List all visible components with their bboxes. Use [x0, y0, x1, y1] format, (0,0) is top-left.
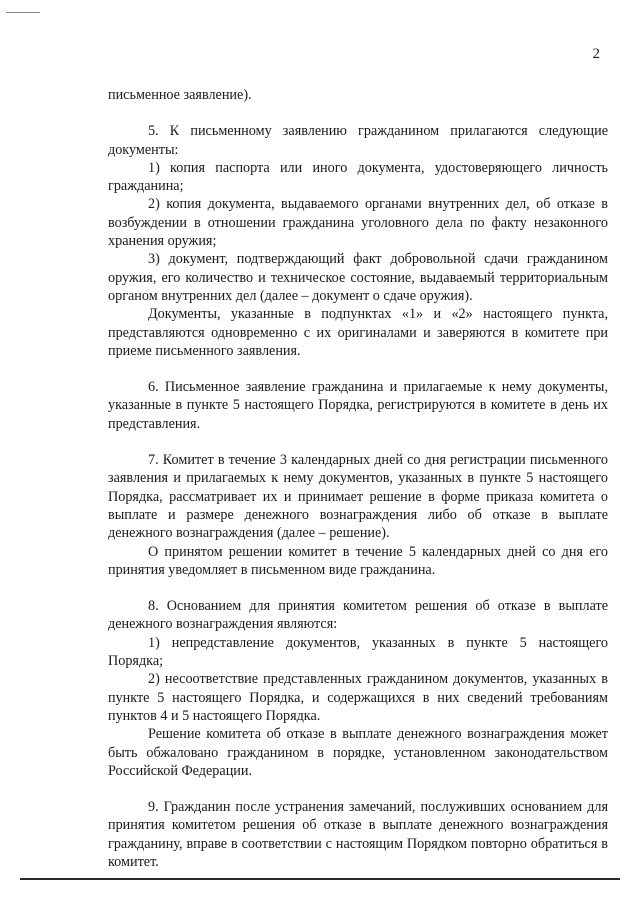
paragraph-gap: [108, 433, 608, 451]
paragraph: 9. Гражданин после устранения замечаний, послуживших основанием для принятия комитетом решения об отказе в выплате денежного вознаграждения гражданину, вправе в соответствии с настоящим Порядком повторно обратиться в комитет.: [108, 799, 608, 870]
paragraph: 2) копия документа, выдаваемого органами внутренних дел, об отказе в возбуждении в отношении гражданина уголовного дела по факту незаконного хранения оружия;: [108, 196, 608, 250]
document-body: [108, 86, 608, 871]
paragraph: О принятом решении комитет в течение 5 календарных дней со дня его принятия уведомляет в письменном виде гражданина.: [108, 543, 608, 578]
paragraph-gap: [108, 780, 608, 798]
paragraph: 5. К письменному заявлению гражданином прилагаются следующие документы:: [108, 123, 608, 158]
paragraph: 2) несоответствие представленных гражданином документов, указанных в пункте 5 настоящего Порядка, и содержащихся в них сведений требованиям пунктов 4 и 5 настоящего Порядка.: [108, 671, 608, 724]
paragraph-gap: [108, 579, 608, 597]
page-number: 2: [592, 46, 600, 62]
bottom-rule: [20, 878, 620, 880]
paragraph: 8. Основанием для принятия комитетом решения об отказе в выплате денежного вознаграждения являются:: [108, 598, 608, 633]
paragraph: Документы, указанные в подпунктах «1» и «2» настоящего пункта, представляются одновременно с их оригиналами и заверяются в комитете при приеме письменного заявления.: [108, 306, 608, 359]
paragraph: 6. Письменное заявление гражданина и прилагаемые к нему документы, указанные в пункте 5 настоящего Порядка, регистрируются в комитете в день их представления.: [108, 379, 608, 432]
paragraph: 7. Комитет в течение 3 календарных дней со дня регистрации письменного заявления и прилагаемых к нему документов, указанных в пункте 5 настоящего Порядка, рассматривает их и принимает решение в форме приказа комитета о выплате и размере денежного вознаграждения либо об отказе в выплате денежного вознаграждения (далее – решение).: [108, 452, 608, 542]
paragraph-gap: [108, 360, 608, 378]
paragraph: 1) непредставление документов, указанных в пункте 5 настоящего Порядка;: [108, 634, 608, 670]
scan-edge-mark: [6, 12, 40, 13]
paragraph: 3) документ, подтверждающий факт добровольной сдачи гражданином оружия, его количество и техническое состояние, выдаваемый территориальным органом внутренних дел (далее – документ о сдаче оружия).: [108, 251, 608, 304]
paragraph: письменное заявление).: [108, 87, 252, 103]
paragraph: Решение комитета об отказе в выплате денежного вознаграждения может быть обжаловано гражданином в порядке, установленном законодательством Российской Федерации.: [108, 726, 608, 779]
paragraph: 1) копия паспорта или иного документа, удостоверяющего личность гражданина;: [108, 159, 608, 195]
paragraph-gap: [108, 104, 608, 122]
